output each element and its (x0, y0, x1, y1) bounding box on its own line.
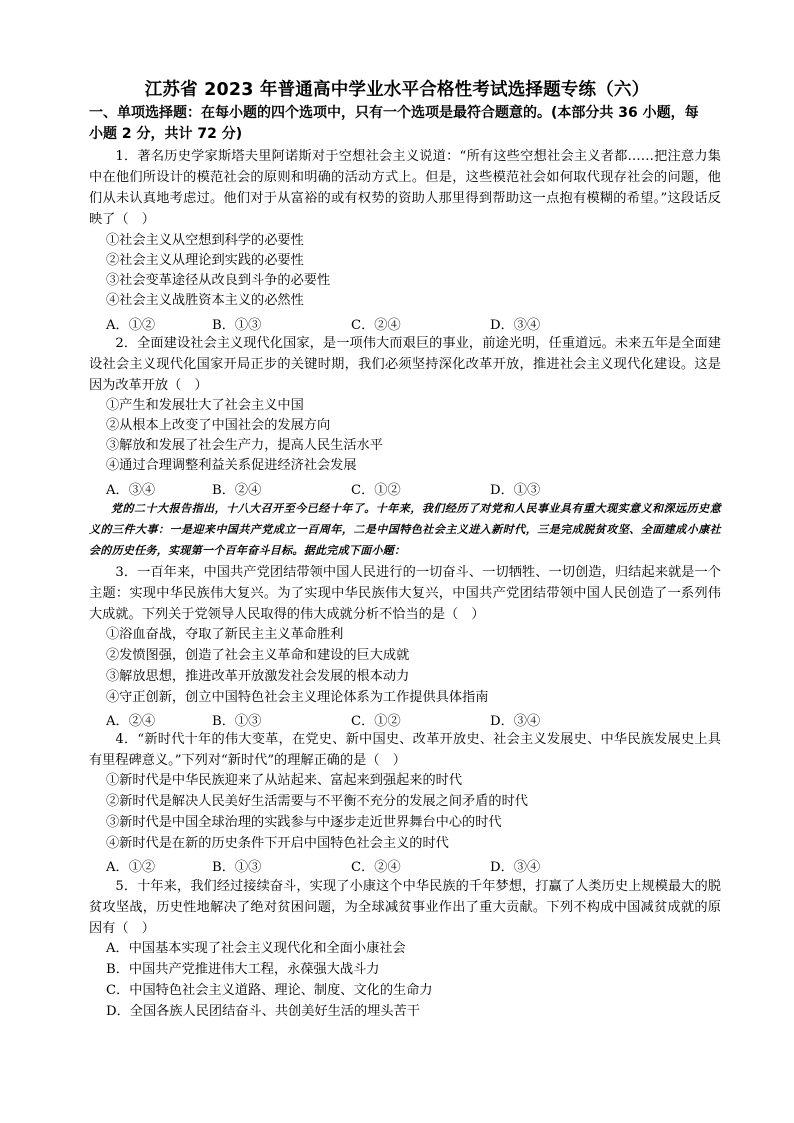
q1-answer-a: A．①② (106, 318, 156, 333)
q4-item-4: ④新时代是在新的历史条件下开启中国特色社会主义的时代 (106, 836, 449, 851)
q3-answer-a: A．②④ (106, 714, 156, 729)
reading-material: 党的二十大报告指出，十八大召开至今已经十年了。十年来，我们经历了对党和人民事业具有重大现实意义和深远历史意义的三件大事：一是迎来中国共产党成立一百周年，二是中国特色社会主义进入新时代，三是完成脱贫攻坚、全面建成小康社会的历史任务，实现第一个百年奋斗目标。据此完成下面小题： (89, 502, 721, 557)
q1-item-4: ④社会主义战胜资本主义的必然性 (106, 293, 304, 308)
q3-item-2: ②发愤图强，创造了社会主义革命和建设的巨大成就 (106, 648, 410, 663)
question-4-stem: 4．“新时代十年的伟大变革，在党史、新中国史、改革开放史、社会主义发展史、中华民族发展史上具有里程碑意义。”下列对“新时代”的理解正确的是（ ） (89, 732, 721, 768)
page-title: 江苏省 2023 年普通高中学业水平合格性考试选择题专练（六） (144, 80, 650, 100)
q2-answer-a: A．③④ (106, 483, 156, 498)
q2-answer-b: B．②④ (212, 483, 262, 498)
q5-option-c: C．中国特色社会主义道路、理论、制度、文化的生命力 (106, 983, 433, 998)
q3-answer-c: C．①② (351, 714, 401, 729)
q4-item-2: ②新时代是解决人民美好生活需要与不平衡不充分的发展之间矛盾的时代 (106, 794, 528, 809)
q1-item-2: ②社会主义从理论到实践的必要性 (106, 253, 304, 268)
q2-answer-d: D．①③ (490, 483, 541, 498)
q3-item-4: ④守正创新，创立中国特色社会主义理论体系为工作提供具体指南 (106, 690, 489, 705)
section-heading: 一、单项选择题：在每小题的四个选项中，只有一个选项是最符合题意的。(本部分共 36 小题，每小题 2 分，共计 72 分) (89, 105, 699, 142)
q4-answer-a: A．①② (106, 860, 156, 875)
question-5 (89, 876, 721, 939)
q2-item-1: ①产生和发展壮大了社会主义中国 (106, 398, 304, 413)
question-2 (89, 333, 721, 396)
q4-answer-c: C．②④ (351, 860, 401, 875)
q2-item-2: ②从根本上改变了中国社会的发展方向 (106, 418, 331, 433)
question-3-stem: 3．一百年来，中国共产党团结带领中国人民进行的一切奋斗、一切牺牲、一切创造，归结起来就是一个主题：实现中华民族伟大复兴。为了实现中华民族伟大复兴，中国共产党团结带领中国人民创造了一系列伟大成就。下列关于党领导人民取得的伟大成就分析不恰当的是（ ） (89, 565, 721, 622)
q3-answer-b: B．①③ (212, 714, 262, 729)
question-5-stem: 5．十年来，我们经过接续奋斗，实现了小康这个中华民族的千年梦想，打赢了人类历史上规模最大的脱贫攻坚战，历史性地解决了绝对贫困问题，为全球减贫事业作出了重大贡献。下列不构成中国减贫成就的原因有（ ） (89, 879, 721, 936)
question-1 (89, 146, 721, 230)
q1-answer-d: D．③④ (490, 318, 541, 333)
q5-option-a: A．中国基本实现了社会主义现代化和全面小康社会 (106, 941, 406, 956)
question-4 (89, 729, 721, 771)
q3-item-1: ①浴血奋战，夺取了新民主主义革命胜利 (106, 627, 344, 642)
q2-item-4: ④通过合理调整利益关系促进经济社会发展 (106, 458, 357, 473)
q5-option-b: B．中国共产党推进伟大工程，永葆强大战斗力 (106, 962, 380, 977)
q4-item-3: ③新时代是中国全球治理的实践参与中逐步走近世界舞台中心的时代 (106, 815, 502, 830)
question-1-stem: 1．著名历史学家斯塔夫里阿诺斯对于空想社会主义说道：“所有这些空想社会主义者都……把注意力集中在他们所设计的模范社会的原则和明确的活动方式上。但是，这些模范社会如何取代现存社会的问题，他们从未认真地考虑过。他们对于从富裕的或有权势的资助人那里得到帮助这一点抱有模糊的希望。”这段话反映了（ ） (89, 149, 721, 227)
q1-answer-c: C．②④ (351, 318, 401, 333)
q1-answer-b: B．①③ (212, 318, 262, 333)
q3-item-3: ③解放思想，推进改革开放激发社会发展的根本动力 (106, 669, 410, 684)
question-2-stem: 2．全面建设社会主义现代化国家，是一项伟大而艰巨的事业，前途光明，任重道远。未来五年是全面建设社会主义现代化国家开局正步的关键时期，我们必须坚持深化改革开放，推进社会主义现代化建设。这是因为改革开放（ ） (89, 336, 721, 393)
q1-item-1: ①社会主义从空想到科学的必要性 (106, 233, 304, 248)
q2-answer-c: C．①② (351, 483, 401, 498)
q2-item-3: ③解放和发展了社会生产力，提高人民生活水平 (106, 438, 383, 453)
q4-item-1: ①新时代是中华民族迎来了从站起来、富起来到强起来的时代 (106, 773, 463, 788)
q3-answer-d: D．③④ (490, 714, 541, 729)
question-3 (89, 562, 721, 625)
q5-option-d: D．全国各族人民团结奋斗、共创美好生活的埋头苦干 (106, 1004, 420, 1019)
q4-answer-d: D．③④ (490, 860, 541, 875)
q1-item-3: ③社会变革途径从改良到斗争的必要性 (106, 273, 331, 288)
q4-answer-b: B．①③ (212, 860, 262, 875)
